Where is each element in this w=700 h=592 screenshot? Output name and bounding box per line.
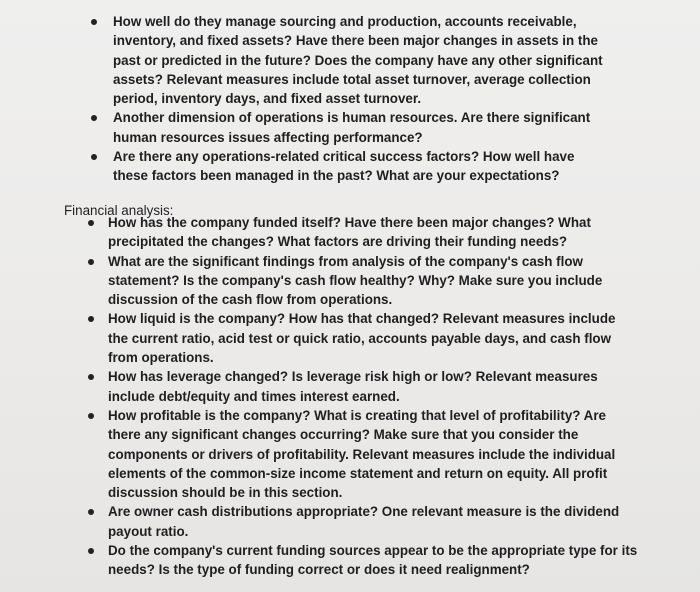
bullet-icon [91, 115, 97, 121]
list-item [108, 502, 638, 541]
bullet-text: How has the company funded itself? Have there been major changes? What precipitated the changes? What factors are driving their funding needs? [108, 215, 591, 250]
bullet-icon [88, 259, 94, 265]
bullet-icon [88, 509, 94, 515]
bullet-icon [91, 19, 97, 25]
list-item [113, 147, 613, 186]
list-item [108, 213, 638, 252]
operations-bullet-list [113, 12, 613, 186]
bullet-text: Do the company's current funding sources appear to be the appropriate type for its needs? Is the type of funding correct or does it need realignment? [108, 543, 638, 578]
bullet-icon [88, 413, 94, 419]
list-item [108, 309, 638, 367]
bullet-text: Another dimension of operations is human resources. Are there significant human resources issues affecting performance? [113, 110, 591, 145]
list-item [108, 541, 638, 580]
list-item [108, 367, 638, 406]
financial-analysis-heading: Financial analysis: [64, 203, 174, 218]
list-item [108, 252, 638, 310]
bullet-text: How liquid is the company? How has that changed? Relevant measures include the current ratio, acid test or quick ratio, accounts payable days, and cash flow from operations. [108, 311, 616, 366]
bullet-text: How has leverage changed? Is leverage risk high or low? Relevant measures include debt/equity and times interest earned. [108, 369, 598, 404]
bullet-icon [88, 316, 94, 322]
bullet-text: Are there any operations-related critical success factors? How well have these factors been managed in the past? What are your expectations? [113, 149, 575, 184]
list-item [113, 108, 613, 147]
list-item [113, 12, 613, 108]
bullet-text: What are the significant findings from analysis of the company's cash flow statement? Is the company's cash flow healthy? Why? Make sure you include discussion of the cash flow from operations. [108, 253, 603, 308]
list-item [108, 406, 638, 502]
bullet-text: Are owner cash distributions appropriate? One relevant measure is the dividend payout ratio. [108, 504, 620, 539]
bullet-icon [88, 548, 94, 554]
bullet-icon [88, 374, 94, 380]
bullet-icon [88, 220, 94, 226]
financial-bullet-list [108, 213, 638, 580]
bullet-text: How well do they manage sourcing and production, accounts receivable, inventory, and fixed assets? Have there been major changes in assets in the past or predicted in the future? Does the company have any other significant assets? Relevant measures include total asset turnover, average collection period, inventory days, and fixed asset turnover. [113, 14, 603, 107]
bullet-icon [91, 154, 97, 160]
bullet-text: How profitable is the company? What is creating that level of profitability? Are there any significant changes occurring? Make sure that you consider the components or drivers of profitability. Relevant measures include the individual elements of the common-size income statement and return on equity. All profit discussion should be in this section. [108, 407, 616, 501]
